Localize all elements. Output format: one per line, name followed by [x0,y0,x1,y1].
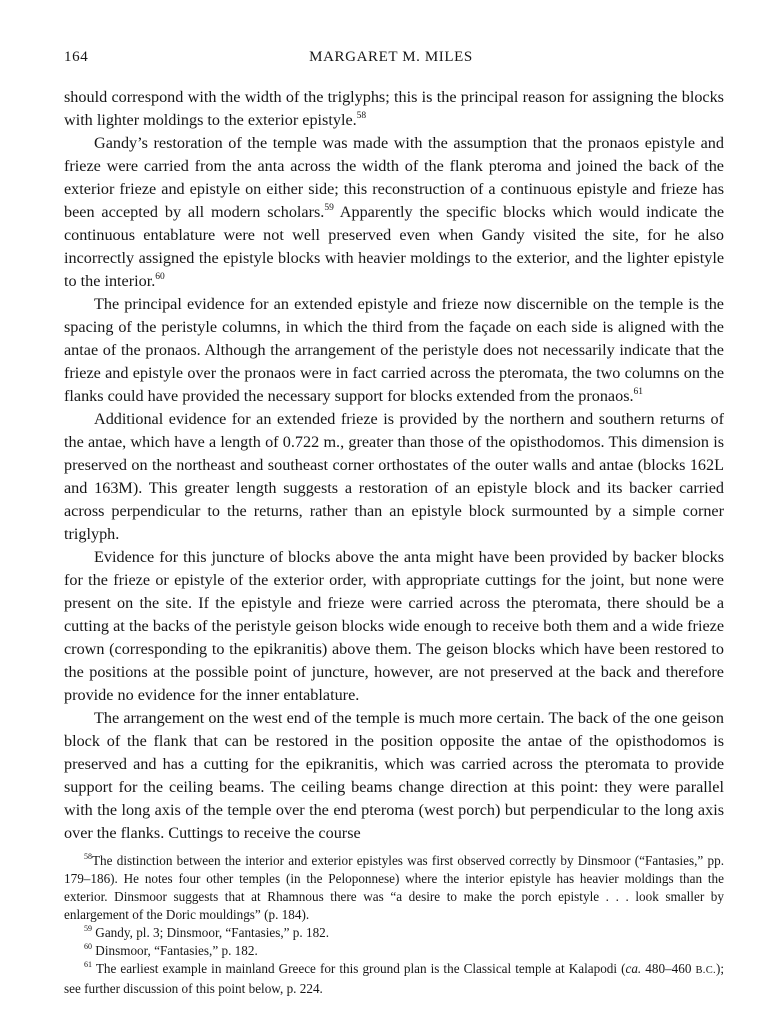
paragraph-text: Evidence for this juncture of blocks above the anta might have been provided by backer blocks for the frieze or epistyle of the exterior order, with appropriate cuttings for the joint, but none were present on the site. If the epistyle and frieze were carried across the pteromata, there should be a cutting at the backs of the peristyle geison blocks wide enough to receive both them and a wide frieze crown (corresponding to the epikranitis) above them. The geison blocks which have been restored to the positions at the possible point of juncture, however, are not preserved at the back and therefore provide no evidence for the inner entablature. [64,548,724,704]
footnote-ref-60[interactable]: 60 [155,271,165,282]
paragraph-5 [64,546,724,707]
paragraph-6 [64,707,724,845]
footnote-italic: ca. [625,961,642,976]
footnote-text: 480–460 [641,961,696,976]
footnotes [64,852,724,998]
footnote-number: 59 [84,923,92,933]
footnote-61 [64,960,724,998]
page-number: 164 [64,49,89,65]
footnote-text: Dinsmoor, “Fantasies,” p. 182. [95,943,258,958]
footnote-text: Gandy, pl. 3; Dinsmoor, “Fantasies,” p. 182. [95,925,330,940]
paragraph-text: Apparently the specific blocks which would indicate the continuous entablature were not well preserved even when Gandy visited the site, for he also incorrectly assigned the epistyle blocks with heavier moldings to the exterior, and the lighter epistyle to the interior. [64,203,724,290]
footnote-60 [64,942,724,960]
running-head [64,49,718,71]
footnote-58 [64,852,724,924]
footnote-number: 58 [84,851,92,861]
paragraph-2 [64,132,724,293]
body-text [64,86,724,845]
paragraph-text: Additional evidence for an extended frieze is provided by the northern and southern returns of the antae, which have a length of 0.722 m., greater than those of the opisthodomos. This dimension is preserved on the northeast and southeast corner orthostates of the outer walls and antae (blocks 162L and 163M). This greater length suggests a restoration of an epistyle block and its backer carried across perpendicular to the returns, rather than an epistyle block surmounted by a simple corner triglyph. [64,410,724,543]
running-title: MARGARET M. MILES [309,49,473,65]
footnote-text: The distinction between the interior and exterior epistyles was first observed correctly by Dinsmoor (“Fantasies,” pp. 179–186). He notes four other temples (in the Peloponnese) where the interior epistyle has heavier moldings than the exterior. Dinsmoor suggests that at Rhamnous there was “a desire to make the porch epistyle . . . look smaller by enlargement of the Doric mouldings” (p. 184). [64,853,724,922]
paragraph-text: should correspond with the width of the triglyphs; this is the principal reason for assigning the blocks with lighter moldings to the exterior epistyle. [64,88,724,129]
footnote-ref-58[interactable]: 58 [356,110,367,121]
footnote-number: 60 [84,941,92,951]
paragraph-4 [64,408,724,546]
footnote-number: 61 [84,959,92,969]
footnote-59 [64,924,724,942]
paragraph-3 [64,293,724,408]
footnote-era: B.C. [695,965,716,976]
paragraph-1 [64,86,724,132]
paragraph-text: The arrangement on the west end of the temple is much more certain. The back of the one geison block of the flank that can be restored in the position opposite the antae of the opisthodomos is preserved and has a cutting for the epikranitis, which was carried across the pteromata to provide support for the ceiling beams. The ceiling beams change direction at this point: they were parallel with the long axis of the temple over the end pteroma (west porch) but perpendicular to the long axis over the flanks. Cuttings to receive the course [64,709,724,842]
footnote-text: The earliest example in mainland Greece for this ground plan is the Classical temple at Kalapodi ( [95,961,626,976]
footnote-ref-61[interactable]: 61 [633,386,644,397]
footnote-ref-59[interactable]: 59 [324,202,334,213]
paragraph-text: The principal evidence for an extended epistyle and frieze now discernible on the temple is the spacing of the peristyle columns, in which the third from the façade on each side is aligned with the antae of the pronaos. Although the arrangement of the peristyle does not necessarily indicate that the frieze and epistyle over the pronaos were in fact carried across the pteromata, the two columns on the flanks could have provided the necessary support for blocks extended from the pronaos. [64,295,724,405]
footnote-text: ); see further discussion of this point below, p. 224. [64,961,724,996]
paragraph-text: Gandy’s restoration of the temple was made with the assumption that the pronaos epistyle and frieze were carried from the anta across the width of the flank pteroma and joined the back of the exterior frieze and epistyle on either side; this reconstruction of a continuous epistyle and frieze has been accepted by all modern scholars. [64,134,724,221]
